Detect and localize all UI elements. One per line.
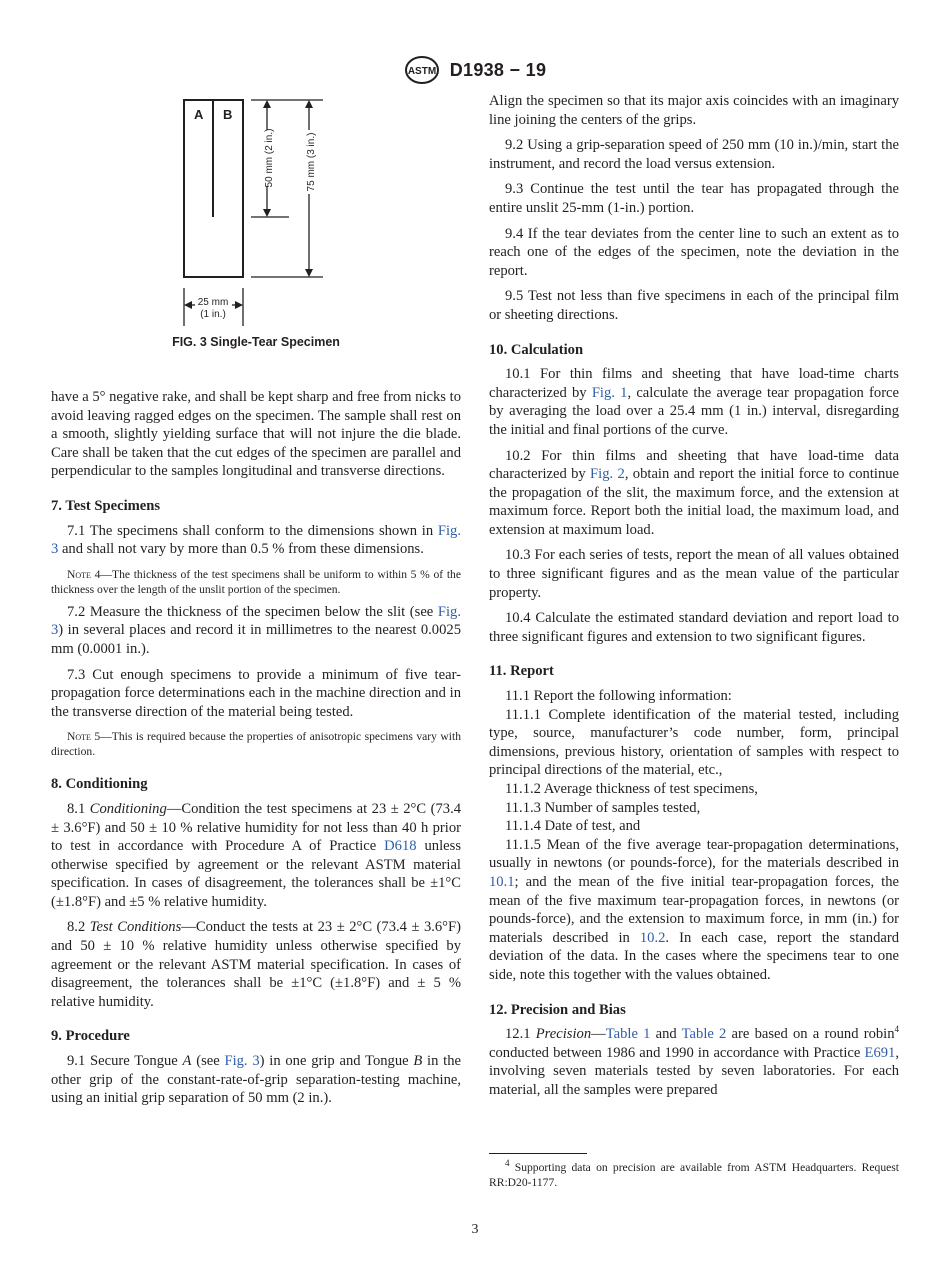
paragraph-10-4: 10.4 Calculate the estimated standard deviation and report load to three significant figures and extension to two significant figures. xyxy=(489,610,899,645)
paragraph-7-1: 7.1 The specimens shall conform to the dimensions shown in Fig. 3 and shall not vary by more than 0.5 % from these dimensions. xyxy=(51,522,461,558)
fig-2-link[interactable]: Fig. 2 xyxy=(590,466,625,483)
slit-length-dimension: 50 mm (2 in.) xyxy=(264,128,275,188)
section-10-heading: 10. Calculation xyxy=(489,341,584,358)
table-1-link[interactable]: Table 1 xyxy=(605,1026,651,1043)
paragraph-11-1-2: 11.1.2 Average thickness of test specimens, xyxy=(505,781,758,797)
figure-3 xyxy=(51,92,461,354)
paragraph-8-2: 8.2 Test Conditions—Conduct the tests at 23 ± 2°C (73.4 ± 3.6°F) and 50 ± 10 % relative humidity unless otherwise specified by agreement or the relevant ASTM material specification. In cases of disagreement, the tolerances shall be ±1°C (±1.8°F) and ± 5 % relative humidity. xyxy=(51,919,461,1010)
d618-link[interactable]: D618 xyxy=(384,838,417,855)
page-number: 3 xyxy=(471,1222,479,1237)
section-10-1-link[interactable]: 10.1 xyxy=(489,873,515,890)
paragraph-9-4: 9.4 If the tear deviates from the center line to such an extent as to reach one of the edges of the specimen, note the deviation in the report. xyxy=(489,225,899,279)
section-8-heading: 8. Conditioning xyxy=(51,776,148,793)
width-dimension-in: (1 in.) xyxy=(200,309,226,320)
right-column xyxy=(489,92,899,1100)
width-dimension-mm: 25 mm xyxy=(197,297,229,308)
paragraph-continued: Align the specimen so that its major axis coincides with an imaginary line joining the centers of the grips. xyxy=(489,93,899,128)
paragraph-9-5: 9.5 Test not less than five specimens in each of the principal film or sheeting directions. xyxy=(489,288,899,323)
section-10-2-link[interactable]: 10.2 xyxy=(639,929,666,946)
fig-3-link[interactable]: Fig. 3 xyxy=(224,1053,260,1070)
svg-text:ASTM: ASTM xyxy=(407,66,436,77)
section-7-heading: 7. Test Specimens xyxy=(51,497,161,514)
section-11-heading: 11. Report xyxy=(489,663,554,680)
paragraph-11-1: 11.1 Report the following information: xyxy=(505,688,732,705)
paragraph-11-1-3: 11.1.3 Number of samples tested, xyxy=(505,799,701,816)
figure-caption: FIG. 3 Single-Tear Specimen xyxy=(172,335,340,349)
fig-1-link[interactable]: Fig. 1 xyxy=(591,384,628,401)
astm-logo xyxy=(404,55,440,85)
footnote-divider xyxy=(489,1153,587,1154)
paragraph-9-3: 9.3 Continue the test until the tear has propagated through the entire unslit 25-mm (1-in.) portion. xyxy=(489,181,899,216)
paragraph-10-1: 10.1 For thin films and sheeting that have load-time charts characterized by Fig. 1, calculate the average tear propagation force by averaging the load over a 25.4 mm (1 in.) interval, disregarding the initial and final portions of the curve. xyxy=(489,366,900,438)
tongue-b-label: B xyxy=(223,107,233,122)
document-id: D1938 − 19 xyxy=(449,59,547,80)
paragraph-continued: have a 5° negative rake, and shall be kept sharp and free from nicks to avoid leaving ragged edges on the specimen. The sample shall rest on a smooth, slightly yielding surface that will not injure the die blade. Care shall be taken that the cut edges of the specimen are parallel and perpendicular to the samples longitudinal and transverse directions. xyxy=(51,389,461,480)
tongue-a-label: A xyxy=(194,107,204,122)
paragraph-9-1: 9.1 Secure Tongue A (see Fig. 3) in one grip and Tongue B in the other grip of the constant-rate-of-grip separation-testing machine, using an initial grip separation of 50 mm (2 in.). xyxy=(51,1053,461,1107)
fig-3-link[interactable]: Fig. 3 xyxy=(51,522,461,558)
paragraph-12-1: 12.1 Precision—Table 1 and Table 2 are based on a round robin$^4$ conducted between 1986 and 1990 in accordance with Practice E691, involving seven materials tested by seven laboratories. For each material, all the samples were prepared xyxy=(489,1024,900,1098)
footnote: $^4$ Supporting data on precision are available from ASTM Headquarters. Request RR:D20-1177. xyxy=(489,1158,899,1189)
paragraph-7-3: 7.3 Cut enough specimens to provide a minimum of five tear-propagation force determinations each in the machine direction and in the transverse direction of the material being tested. xyxy=(51,666,461,720)
note-4: Note 4—The thickness of the test specimens shall be uniform to within 5 % of the thickness over the length of the unslit portion of the specimen. xyxy=(51,567,461,596)
paragraph-10-3: 10.3 For each series of tests, report the mean of all values obtained to three significant figures and as the mean value of the particular property. xyxy=(489,547,899,601)
paragraph-10-2: 10.2 For thin films and sheeting that have load-time data characterized by Fig. 2, obtain and report the initial force to continue the propagation of the slit, the maximum force, and the extension at maximum force. Report both the initial load, the maximum load, and extension at maximum load. xyxy=(489,447,900,538)
footnote-ref: 4 xyxy=(894,1024,900,1035)
paragraph-11-1-5: 11.1.5 Mean of the five average tear-propagation determinations, usually in newtons (or pounds-force), for the materials described in 10.1; and the mean of the five initial tear-propagation forces, the mean of the five maximum tear-propagation forces, in newtons (or pounds-force), and the extension to maximum force, in mm (in.) for materials described in 10.2. In each case, report the standard deviation of the data. In the cases where the specimens tear to one side, note this together with the values obtained. xyxy=(489,836,899,983)
paragraph-11-1-1: 11.1.1 Complete identification of the material tested, including type, source, manufacturer’s code number, form, principal dimensions, previous history, orientation of samples with respect to principal directions of the material, etc., xyxy=(489,706,899,779)
left-column xyxy=(51,92,461,1108)
section-9-heading: 9. Procedure xyxy=(51,1028,130,1045)
single-tear-specimen-diagram xyxy=(51,92,461,332)
fig-3-link[interactable]: Fig. 3 xyxy=(51,603,461,639)
table-2-link[interactable]: Table 2 xyxy=(681,1026,727,1043)
paragraph-7-2: 7.2 Measure the thickness of the specimen below the slit (see Fig. 3) in several places and record it in millimetres to the nearest 0.0025 mm (0.0001 in.). xyxy=(51,603,461,657)
paragraph-11-1-4: 11.1.4 Date of test, and xyxy=(505,818,641,835)
specimen-length-dimension: 75 mm (3 in.) xyxy=(306,132,317,192)
paragraph-9-2: 9.2 Using a grip-separation speed of 250 mm (10 in.)/min, start the instrument, and record the load versus extension. xyxy=(489,137,899,172)
section-12-heading: 12. Precision and Bias xyxy=(489,1001,626,1018)
e691-link[interactable]: E691 xyxy=(864,1044,896,1061)
paragraph-8-1: 8.1 Conditioning—Condition the test specimens at 23 ± 2°C (73.4 ± 3.6°F) and 50 ± 10 % relative humidity for not less than 40 h prior to test in accordance with Procedure A of Practice D618 unless otherwise specified by agreement or the relevant ASTM material specification. In cases of disagreement, the tolerances shall be ±1°C (±1.8°F) and ±5 % relative humidity. xyxy=(51,800,462,910)
page-header xyxy=(0,55,950,85)
note-5: Note 5—This is required because the properties of anisotropic specimens vary with direction. xyxy=(51,730,461,759)
